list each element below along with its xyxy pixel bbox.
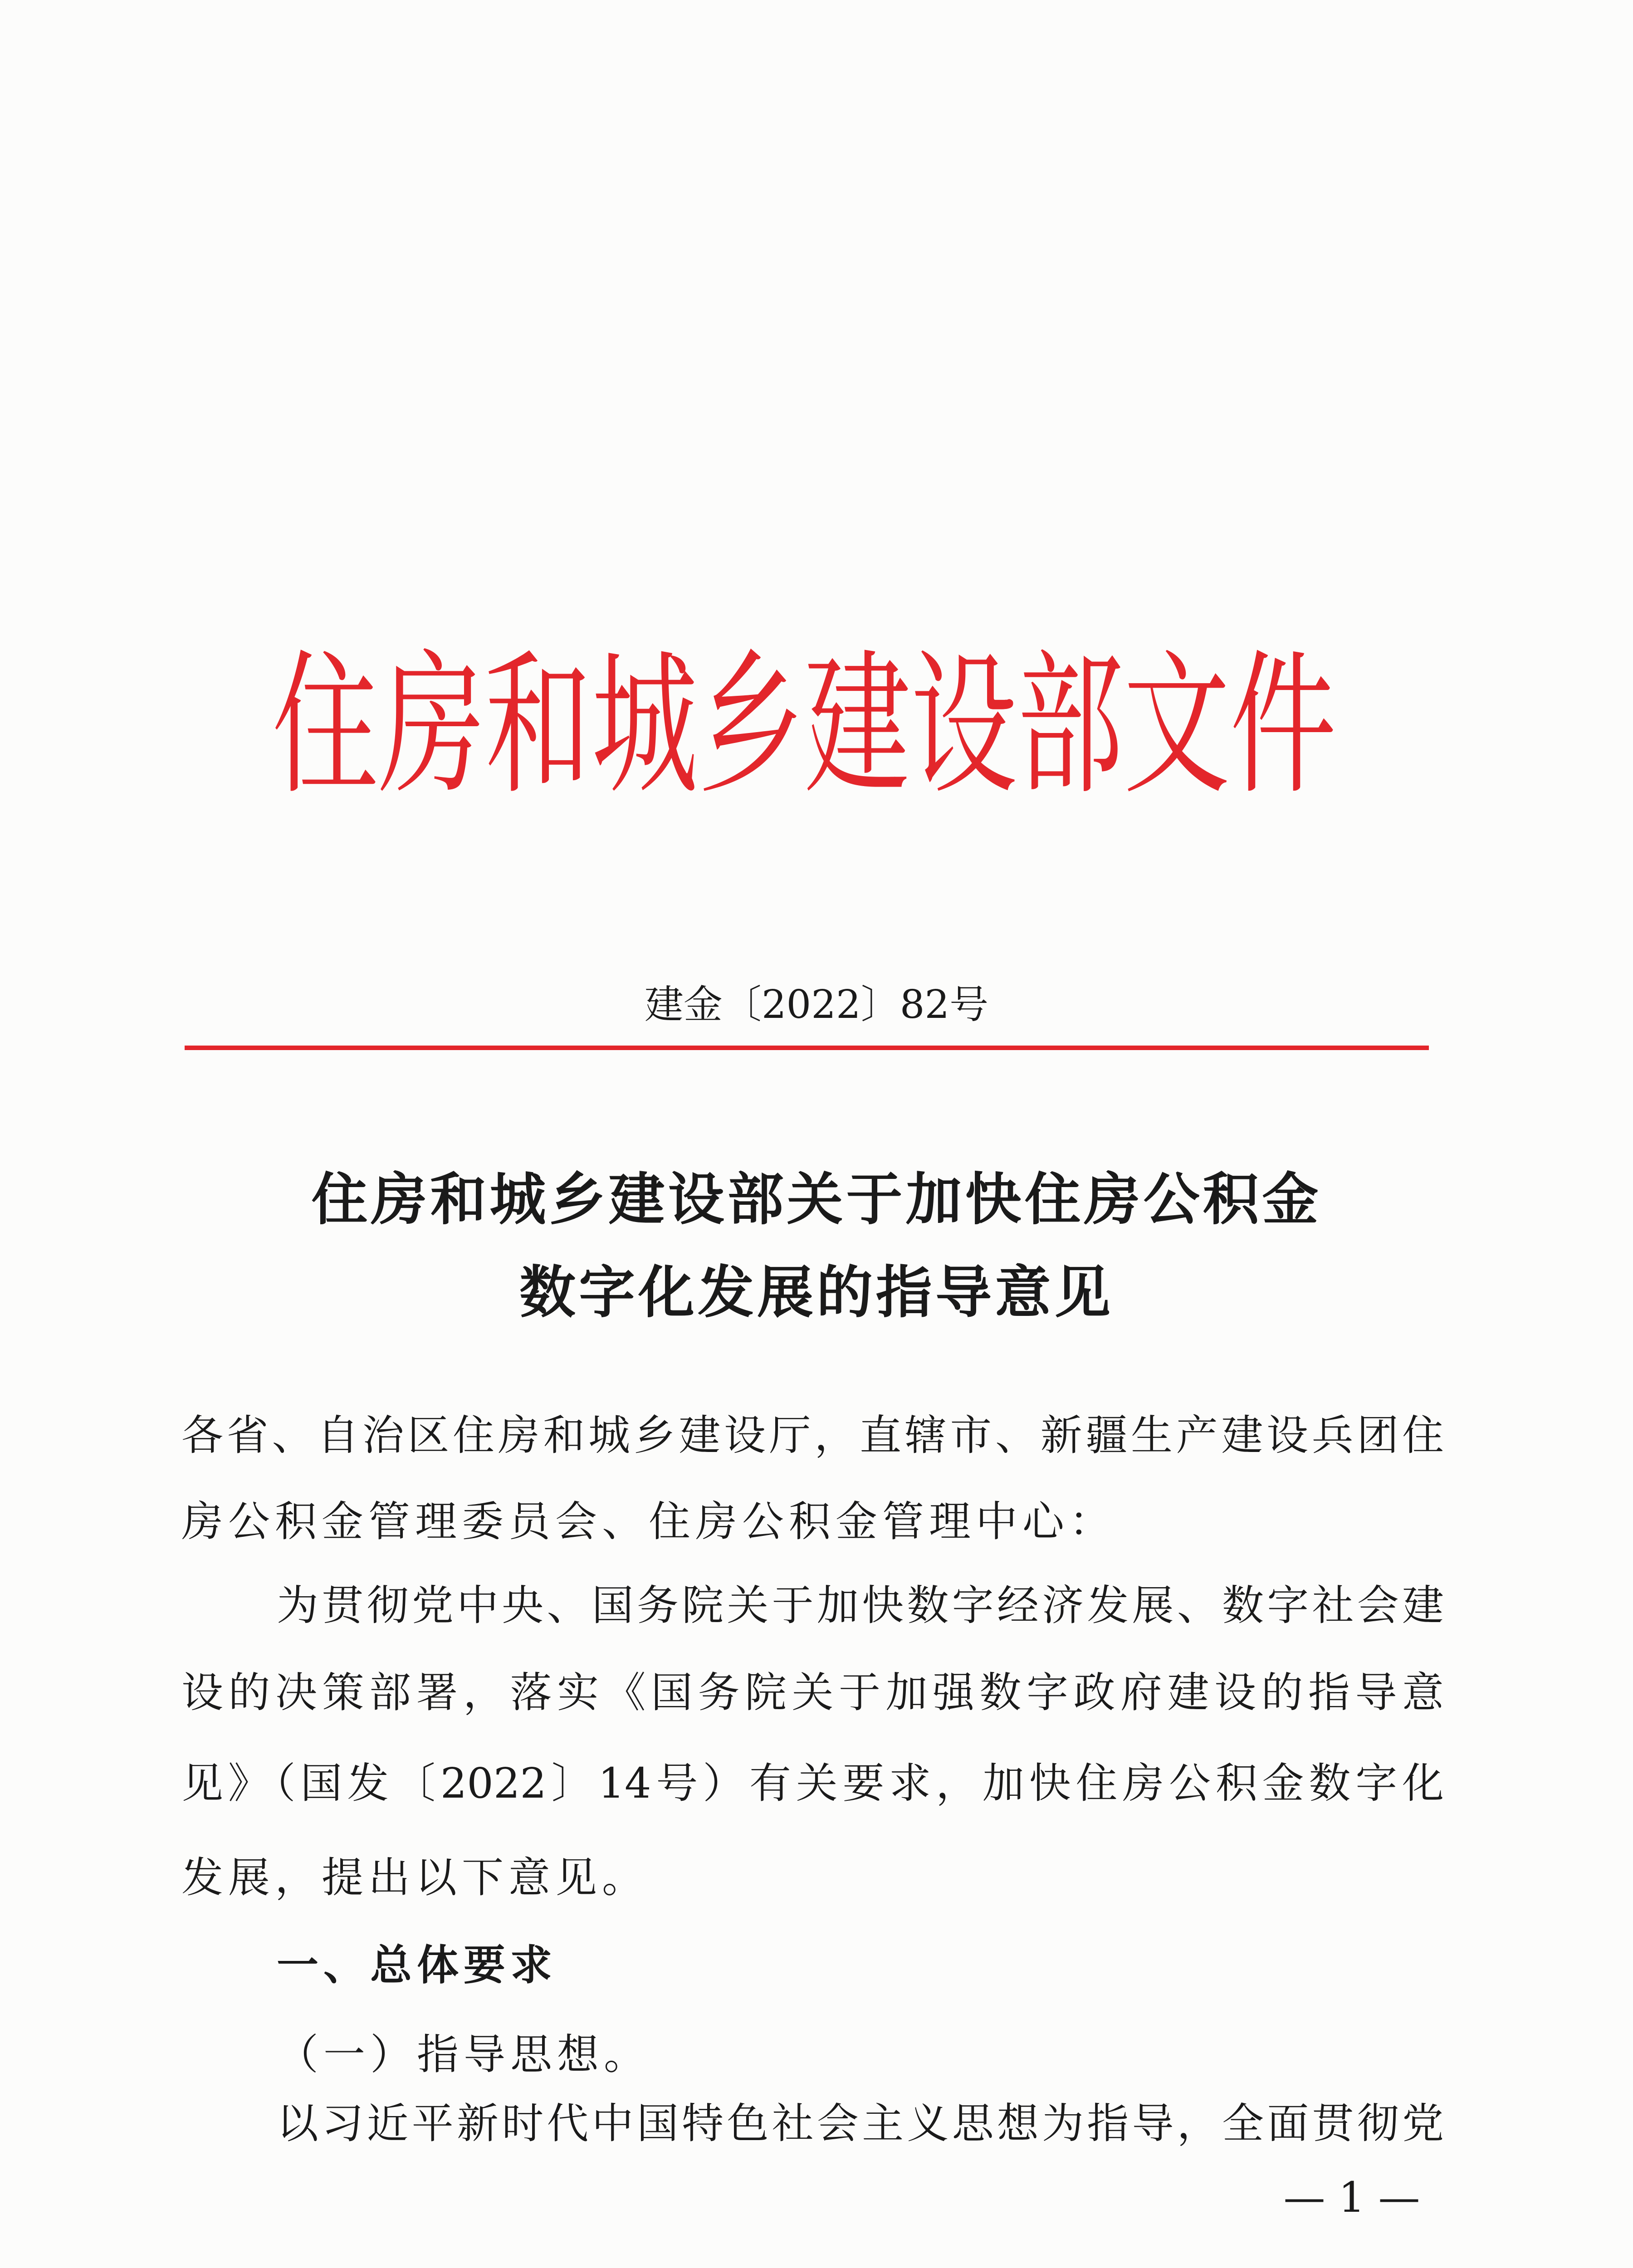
addressee-line-1: 各省、自治区住房和城乡建设厅，直辖市、新疆生产建设兵团住 [181, 1411, 1444, 1460]
document-title-line-1: 住房和城乡建设部关于加快住房公积金 [311, 1167, 1322, 1232]
addressee-line-2: 房公积金管理委员会、住房公积金管理中心： [181, 1497, 1116, 1546]
paragraph-line: 以习近平新时代中国特色社会主义思想为指导，全面贯彻党 [277, 2099, 1444, 2148]
paragraph-line: 为贯彻党中央、国务院关于加快数字经济发展、数字社会建 [277, 1581, 1444, 1630]
issuer-title: 住房和城乡建设部文件 [272, 636, 1336, 816]
red-divider [185, 1046, 1429, 1050]
paragraph-line: 发展，提出以下意见。 [181, 1853, 649, 1902]
page-number: — 1 — [1283, 2173, 1420, 2222]
subsection-heading: （一）指导思想。 [277, 2030, 651, 2079]
document-title-line-2: 数字化发展的指导意见 [519, 1260, 1114, 1325]
document-number: 建金〔2022〕82号 [644, 982, 989, 1027]
section-heading: 一、总体要求 [277, 1941, 557, 1989]
paragraph-line: 见》（国发〔2022〕14号）有关要求，加快住房公积金数字化 [181, 1759, 1444, 1808]
paragraph-line: 设的决策部署，落实《国务院关于加强数字政府建设的指导意 [181, 1668, 1444, 1717]
